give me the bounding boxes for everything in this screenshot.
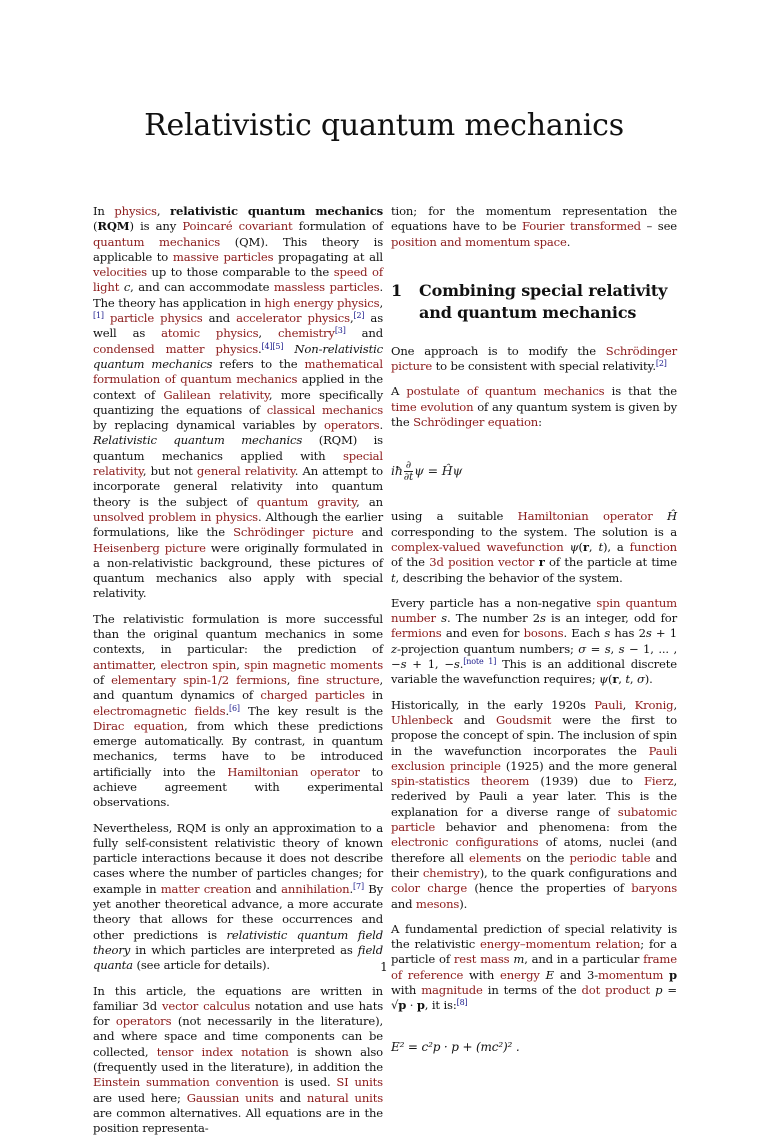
link-hamiltonian-operator[interactable]: Hamiltonian operator — [227, 764, 360, 779]
link-complex-valued[interactable]: complex-valued — [391, 539, 481, 554]
link-momentum[interactable]: momentum — [597, 967, 664, 982]
link-spin-magnetic-moments[interactable]: spin magnetic moments — [244, 657, 384, 672]
paragraph-3: Nevertheless, RQM is only an approximation to a fully self-consistent relativistic theory of known particle interactions because it does not describe cases where the number of particles changes; for example in matter creation and annihilation.[7] By yet another theoretical advance, a more accurate theory that allows for these occurrences and other predictions is relativistic quantum field theory in which particles are interpreted as field quanta (see article for details). — [93, 820, 384, 973]
link-schrodinger-equation[interactable]: Schrödinger equation — [413, 415, 539, 430]
link-uhlenbeck[interactable]: Uhlenbeck — [391, 712, 453, 727]
link-einstein-summation[interactable]: Einstein summation convention — [93, 1075, 279, 1090]
link-mathematical-formulation[interactable]: mathematical formulation of quantum mechanics — [93, 356, 383, 387]
link-electromagnetic-fields[interactable]: electromagnetic fields — [93, 703, 226, 718]
link-energy[interactable]: energy — [500, 967, 540, 982]
link-matter-creation[interactable]: matter creation — [160, 881, 252, 896]
link-frame-of-reference[interactable]: frame of reference — [391, 952, 677, 982]
link-atomic-physics[interactable]: atomic physics — [161, 326, 259, 341]
link-kronig[interactable]: Kronig — [634, 697, 674, 712]
link-fine-structure[interactable]: fine structure — [297, 672, 380, 687]
link-antimatter[interactable]: antimatter — [93, 657, 153, 672]
paragraph-6: One approach is to modify the Schrödinger picture to be consistent with special relativity.[2] — [391, 343, 677, 374]
link-fourier-transformed[interactable]: Fourier transformed — [521, 219, 641, 234]
section-heading-1 — [391, 280, 677, 324]
section-title: Combining special relativity and quantum mechanics — [419, 280, 668, 322]
link-natural-units[interactable]: natural units — [306, 1090, 384, 1105]
link-fierz[interactable]: Fierz — [643, 774, 674, 789]
link-chemistry-2[interactable]: chemistry — [422, 865, 480, 880]
section-number: 1 — [391, 280, 402, 300]
link-fermions[interactable]: fermions — [391, 626, 442, 641]
paragraph-7: A postulate of quantum mechanics is that the time evolution of any quantum system is given by the Schrödinger equation: — [391, 384, 678, 430]
link-spin-statistics[interactable]: spin-statistics theorem — [391, 774, 530, 789]
link-wavefunction[interactable]: wavefunction — [486, 539, 564, 554]
link-position-momentum-space[interactable]: position and momentum space — [391, 234, 567, 249]
link-physics[interactable]: physics — [114, 204, 157, 218]
link-electron-spin[interactable]: electron spin — [160, 657, 237, 672]
link-elementary-fermions[interactable]: elementary spin-1/2 fermions — [111, 672, 287, 687]
schrodinger-equation: iħ $\frac{\partial}{\partial t}$ ψ = Ĥψ — [391, 459, 463, 484]
link-quantum-mechanics[interactable]: quantum mechanics — [93, 234, 221, 249]
energy-momentum-equation: E² = c²p · p + (mc²)² . — [391, 1039, 520, 1054]
left-column — [93, 204, 383, 1147]
link-velocities[interactable]: velocities — [93, 265, 147, 280]
link-dirac-equation[interactable]: Dirac equation — [93, 718, 185, 733]
paragraph-2: The relativistic formulation is more successful than the original quantum mechanics in some contexts, in particular: the prediction of antimatter, electron spin, spin magnetic moments of elementary spin-1/2 fermions, fine structure, and quantum dynamics of charged particles in electromagnetic fields.[6] The key result is the Dirac equation, from which these predictions emerge automatically. By contrast, in quantum mechanics, terms have to be introduced artificially into the Hamiltonian operator to achieve agreement with experimental observations. — [93, 611, 384, 810]
link-schrodinger-picture-2[interactable]: Schrödinger picture — [391, 343, 677, 374]
link-bosons[interactable]: bosons — [523, 626, 564, 641]
link-quantum-gravity[interactable]: quantum gravity — [256, 494, 357, 509]
link-dot-product[interactable]: dot product — [581, 982, 651, 997]
partial-fraction: $\frac{\partial}{\partial t}$ — [403, 459, 414, 484]
link-function[interactable]: function — [629, 539, 678, 554]
link-pauli-exclusion[interactable]: Pauli exclusion principle — [391, 743, 677, 773]
page-number: 1 — [380, 960, 388, 974]
link-massive-particles[interactable]: massive particles — [172, 249, 274, 264]
link-accelerator-physics[interactable]: accelerator physics — [236, 311, 350, 326]
link-postulate-qm[interactable]: postulate of quantum mechanics — [406, 384, 605, 399]
link-high-energy-physics[interactable]: high energy physics — [264, 295, 380, 310]
link-classical-mechanics[interactable]: classical mechanics — [266, 402, 383, 417]
link-galilean-relativity[interactable]: Galilean relativity — [163, 387, 269, 402]
link-unsolved-problem[interactable]: unsolved problem in physics — [93, 509, 258, 524]
link-periodic-table[interactable]: periodic table — [569, 850, 651, 865]
link-tensor-index-notation[interactable]: tensor index notation — [156, 1044, 289, 1059]
link-heisenberg-picture[interactable]: Heisenberg picture — [93, 540, 206, 555]
link-gaussian-units[interactable]: Gaussian units — [186, 1090, 274, 1105]
link-special-relativity[interactable]: special relativity — [93, 448, 383, 479]
link-speed-of-light[interactable]: speed of light — [93, 265, 383, 295]
intro-paragraph: In physics, relativistic quantum mechanics (RQM) is any Poincaré covariant formulation of quantum mechanics (QM). This theory is applicable to massive particles propagating at all velocities up to those comparable to the speed of light c, and can accommodate massless particles. The theory has application in high energy physics,[1] particle physics and accelerator physics,[2] as well as atomic physics, chemistry[3] and condensed matter physics.[4][5] Non-relativistic quantum mechanics refers to the mathematical formulation of quantum mechanics applied in the context of Galilean relativity, more specifically quantizing the equations of classical mechanics by replacing dynamical variables by operators. Relativistic quantum mechanics (RQM) is quantum mechanics applied with special relativity, but not general relativity. An attempt to incorporate general relativity into quantum theory is the subject of quantum gravity, an unsolved problem in physics. Although the earlier formulations, like the Schrödinger picture and Heisenberg picture were originally formulated in a non-relativistic background, these pictures of quantum mechanics also apply with special relativity. — [93, 204, 384, 601]
link-rest-mass[interactable]: rest mass — [453, 952, 510, 967]
link-color-charge[interactable]: color charge — [391, 881, 468, 896]
link-elements[interactable]: elements — [469, 850, 522, 865]
link-electronic-configurations[interactable]: electronic configurations — [391, 835, 539, 850]
link-massless-particles[interactable]: massless particles — [273, 280, 380, 295]
link-baryons[interactable]: baryons — [631, 881, 677, 896]
right-column — [391, 204, 677, 1055]
link-general-relativity[interactable]: general relativity — [196, 464, 295, 479]
link-si-units[interactable]: SI units — [336, 1075, 383, 1090]
link-annihilation[interactable]: annihilation — [281, 881, 350, 896]
paragraph-4: In this article, the equations are written in familiar 3d vector calculus notation and use hats for operators (not necessarily in the literature), and where space and time components can be collected, tensor index notation is shown also (frequently used in the literature), in addition the Einstein summation convention is used. SI units are used here; Gaussian units and natural units are common alternatives. All equations are in the position representa- — [93, 983, 384, 1136]
link-goudsmit[interactable]: Goudsmit — [496, 712, 552, 727]
link-mesons[interactable]: mesons — [415, 896, 460, 911]
link-charged-particles[interactable]: charged particles — [260, 688, 365, 703]
link-time-evolution[interactable]: time evolution — [391, 399, 474, 414]
link-operators[interactable]: operators — [323, 418, 380, 433]
link-hamiltonian-operator-2[interactable]: Hamiltonian operator — [517, 509, 653, 524]
link-subatomic-particle[interactable]: subatomic particle — [391, 804, 677, 835]
link-condensed-matter-physics[interactable]: condensed matter physics — [93, 341, 258, 356]
link-particle-physics[interactable]: particle physics — [109, 311, 203, 326]
link-poincare-covariant[interactable]: Poincaré covariant — [182, 219, 293, 234]
paragraph-11: A fundamental prediction of special relativity is the relativistic energy–momentum relation; for a particle of rest mass m, and in a particular frame of reference with energy E and 3-momentum p with magnitude in terms of the dot product p = √p · p, it is:[8] — [391, 921, 678, 1013]
link-operators-2[interactable]: operators — [115, 1014, 172, 1029]
link-energy-momentum-relation[interactable]: energy–momentum relation — [480, 937, 641, 952]
page-title: Relativistic quantum mechanics — [144, 108, 624, 143]
link-3d-position-vector[interactable]: 3d position vector — [429, 555, 535, 570]
paragraph-10: Historically, in the early 1920s Pauli, Kronig, Uhlenbeck and Goudsmit were the first to propose the concept of spin. The inclusion of spin in the wavefunction incorporates the Pauli exclusion principle (1925) and the more general spin-statistics theorem (1939) due to Fierz, rederived by Pauli a year later. This is the explanation for a diverse range of subatomic particle behavior and phenomena: from the electronic configurations of atoms, nuclei (and therefore all elements on the periodic table and their chemistry), to the quark configurations and color charge (hence the properties of baryons and mesons). — [391, 697, 678, 911]
paragraph-8: using a suitable Hamiltonian operator Ĥ corresponding to the system. The solution is a complex-valued wavefunction ψ(r, t), a function of the 3d position vector r of the particle at time t, describing the behavior of the system. — [391, 509, 678, 585]
paragraph-9: Every particle has a non-negative spin quantum number s. The number 2s is an integer, odd for fermions and even for bosons. Each s has 2s + 1 z-projection quantum numbers; σ = s, s − 1, ... , −s + 1, −s.[note 1] This is an additional discrete variable the wavefunction requires; ψ(r, t, σ). — [391, 595, 678, 687]
link-spin-quantum-number[interactable]: spin quantum number — [391, 595, 677, 626]
paragraph-5: tion; for the momentum representation the equations have to be Fourier transformed – see position and momentum space. — [391, 204, 677, 249]
link-pauli[interactable]: Pauli — [594, 697, 623, 712]
link-schrodinger-picture[interactable]: Schrödinger picture — [233, 525, 354, 540]
link-magnitude[interactable]: magnitude — [421, 982, 483, 997]
link-vector-calculus[interactable]: vector calculus — [161, 998, 251, 1013]
link-chemistry[interactable]: chemistry — [277, 326, 335, 341]
